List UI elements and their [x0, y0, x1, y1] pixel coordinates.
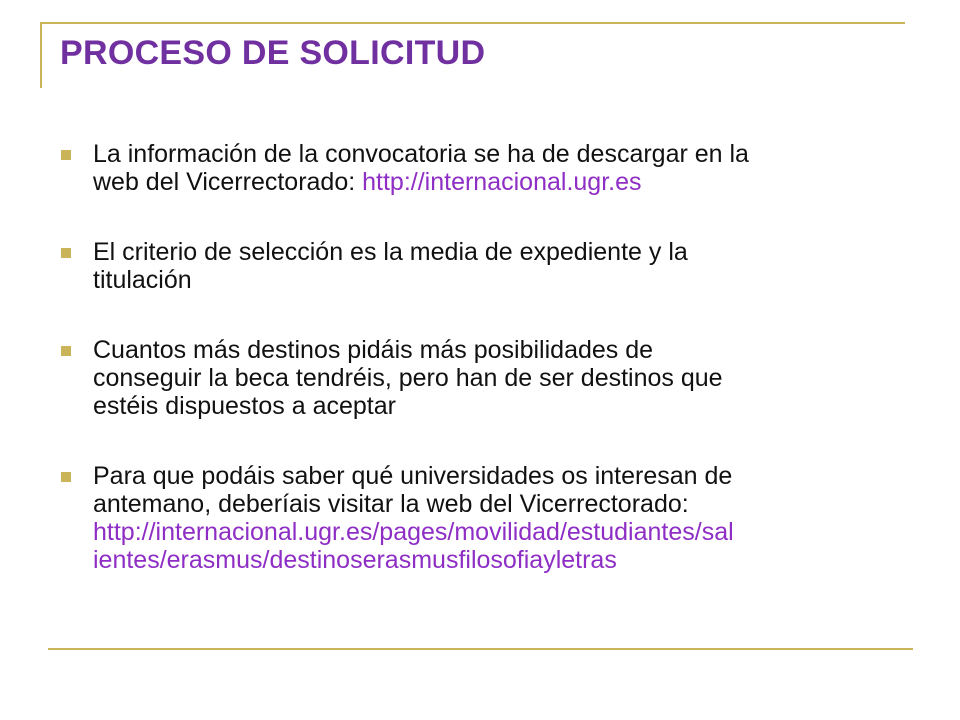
- bullet-text: web del Vicerrectorado:: [93, 168, 363, 196]
- bullet-text: titulación: [93, 266, 192, 294]
- bullet-text: Cuantos más destinos pidáis más posibilidades de: [93, 336, 654, 364]
- bullet-text: antemano, deberíais visitar la web del Vicerrectorado:: [93, 490, 689, 518]
- bullet-text: estéis dispuestos a aceptar: [93, 392, 396, 420]
- link-internacional[interactable]: http://internacional.ugr.es: [362, 168, 642, 196]
- bullet-text: Para que podáis saber qué universidades os interesan de: [93, 462, 733, 490]
- frame-bottom-rule: [48, 648, 913, 650]
- slide-title: PROCESO DE SOLICITUD: [60, 34, 486, 72]
- bullet-item-destinos: [60, 336, 945, 420]
- bullet-item-universidades: [60, 462, 945, 574]
- bullet-item-info: [60, 140, 945, 196]
- square-bullet-icon: [61, 346, 71, 356]
- bullet-text: La información de la convocatoria se ha de descargar en la: [93, 140, 749, 168]
- square-bullet-icon: [61, 248, 71, 258]
- link-destinos-erasmus-part1[interactable]: http://internacional.ugr.es/pages/movilidad/estudiantes/sal: [93, 518, 734, 546]
- link-destinos-erasmus-part2[interactable]: ientes/erasmus/destinoserasmusfilosofiayletras: [93, 546, 617, 574]
- frame-top-rule: [40, 22, 905, 24]
- bullet-list: [60, 140, 945, 616]
- bullet-text: El criterio de selección es la media de expediente y la: [93, 238, 688, 266]
- bullet-text: conseguir la beca tendréis, pero han de ser destinos que: [93, 364, 723, 392]
- square-bullet-icon: [61, 150, 71, 160]
- bullet-item-criterio: [60, 238, 945, 294]
- square-bullet-icon: [61, 472, 71, 482]
- bullet-text-line: [93, 168, 945, 196]
- frame-left-rule: [40, 22, 42, 88]
